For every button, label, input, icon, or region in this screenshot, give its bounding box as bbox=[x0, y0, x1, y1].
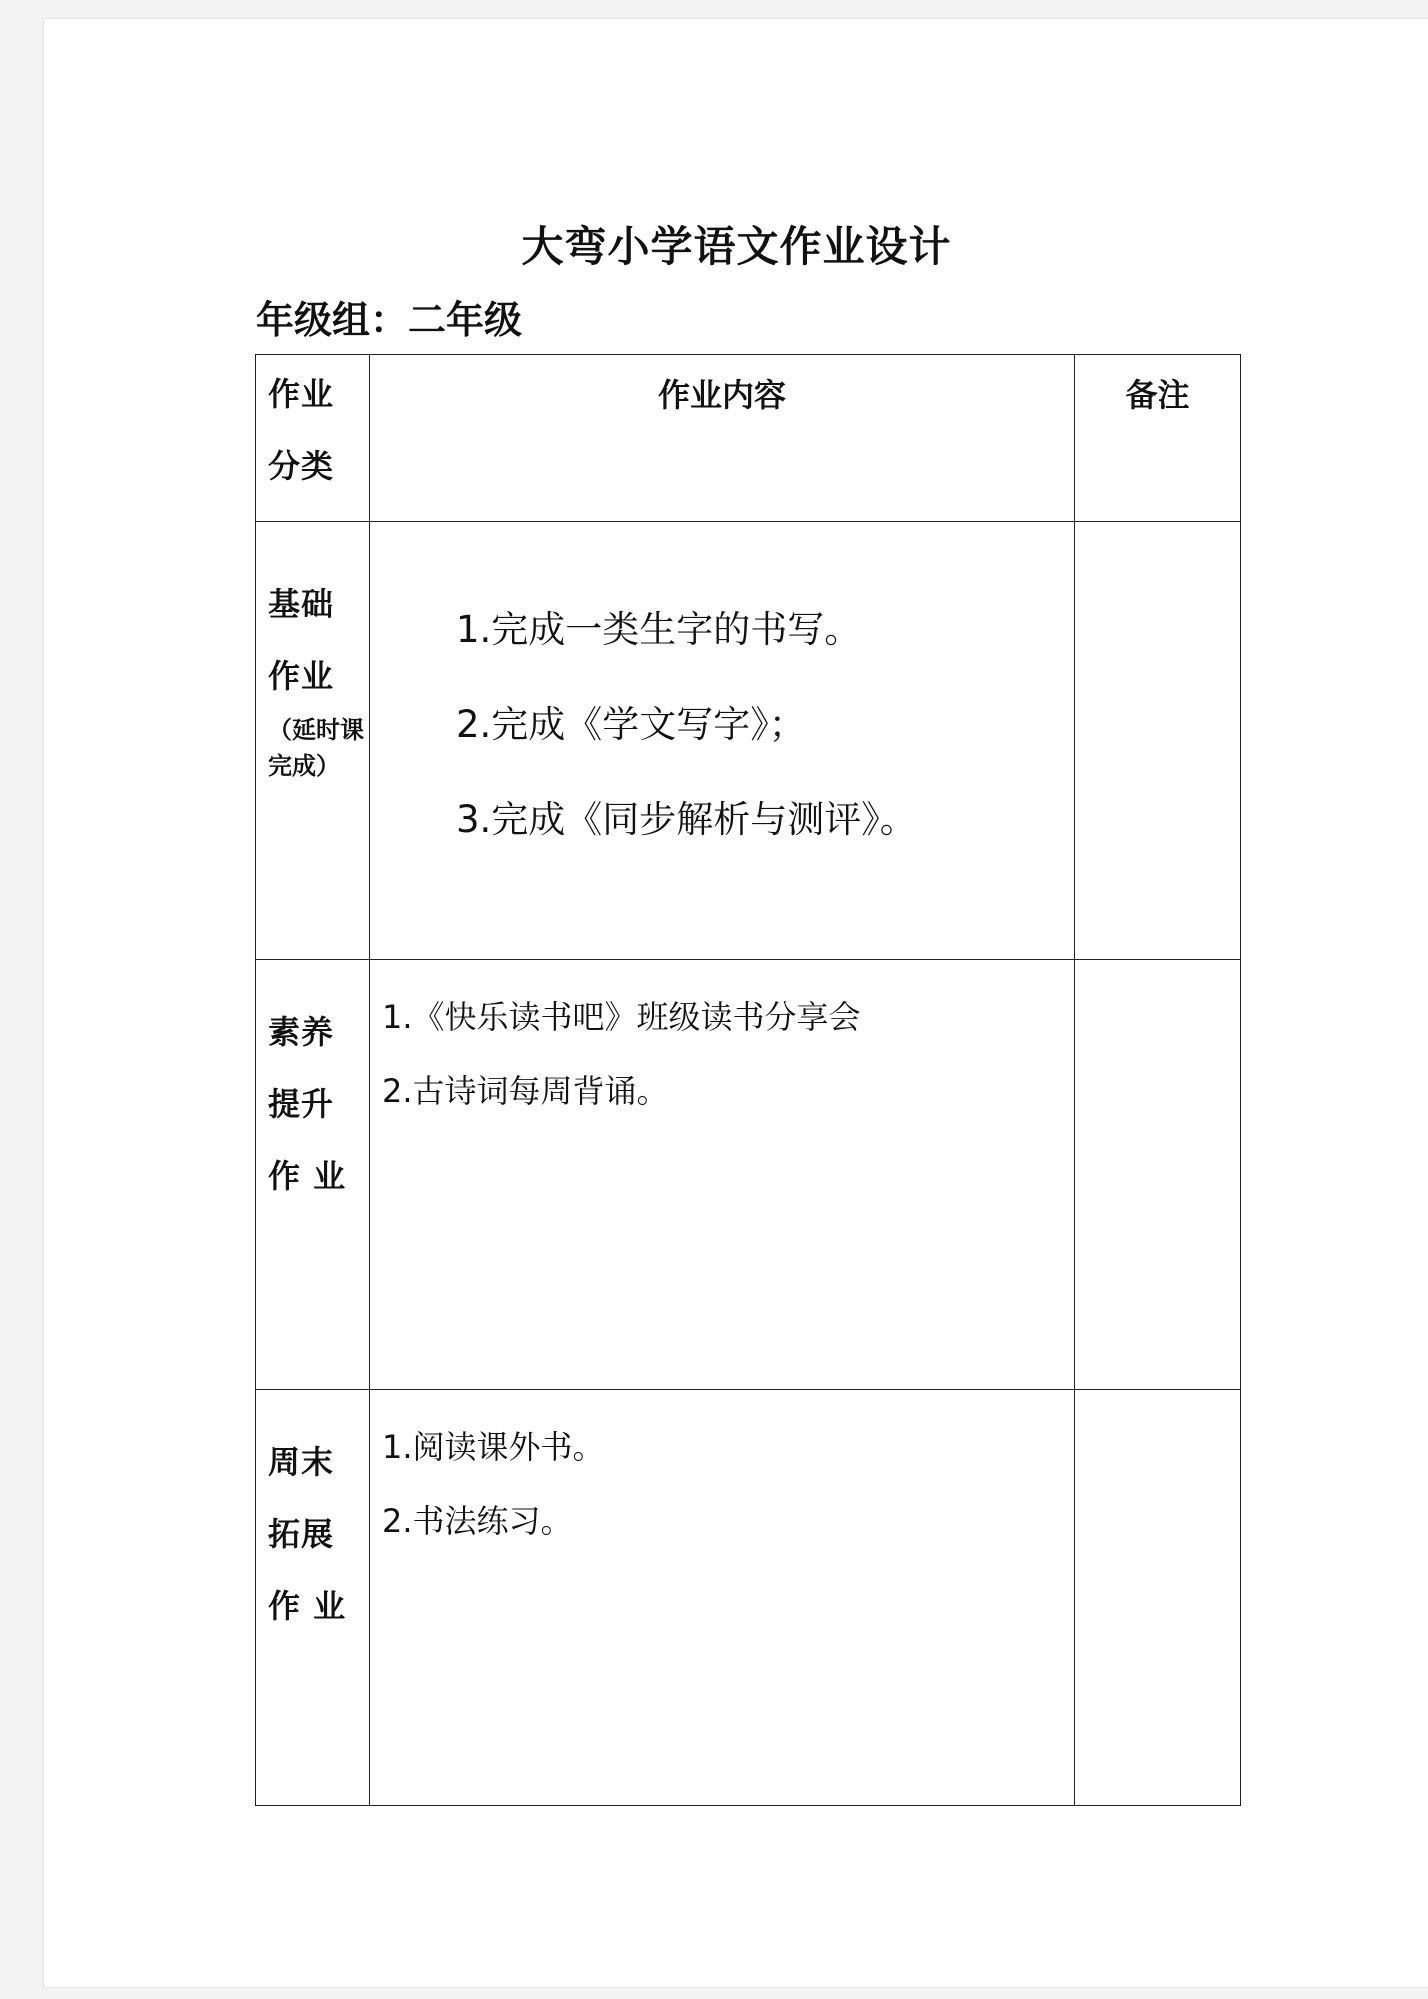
category-line: 素养 bbox=[268, 1013, 335, 1051]
document-page bbox=[43, 18, 1428, 1988]
homework-table bbox=[255, 354, 1241, 1806]
table-row-literacy bbox=[256, 960, 1241, 1390]
content-cell bbox=[370, 522, 1075, 960]
category-cell bbox=[256, 960, 370, 1390]
header-content-cell bbox=[370, 355, 1075, 522]
category-line: 周末 bbox=[268, 1443, 335, 1481]
header-remarks-label: 备注 bbox=[1125, 376, 1190, 414]
list-item: 3.完成《同步解析与测评》。 bbox=[456, 798, 917, 841]
header-content-label: 作业内容 bbox=[657, 376, 786, 414]
table-row-basic bbox=[256, 522, 1241, 960]
list-item: 2.古诗词每周背诵。 bbox=[382, 1072, 669, 1110]
category-line: 作 业 bbox=[268, 1587, 347, 1625]
category-cell bbox=[256, 522, 370, 960]
document-title: 大弯小学语文作业设计 bbox=[521, 222, 952, 271]
list-item: 2.书法练习。 bbox=[382, 1502, 573, 1540]
header-category-cell bbox=[256, 355, 370, 522]
remarks-cell bbox=[1075, 960, 1241, 1390]
content-cell bbox=[370, 1390, 1075, 1806]
remarks-cell bbox=[1075, 522, 1241, 960]
category-line: 拓展 bbox=[268, 1515, 335, 1553]
list-item: 2.完成《学文写字》； bbox=[456, 703, 806, 746]
remarks-cell bbox=[1075, 1390, 1241, 1806]
category-line: 作 业 bbox=[268, 1157, 347, 1195]
list-item: 1.完成一类生字的书写。 bbox=[456, 608, 862, 651]
category-line: 作业 bbox=[268, 657, 335, 695]
content-cell bbox=[370, 960, 1075, 1390]
list-item: 1.阅读课外书。 bbox=[382, 1428, 605, 1466]
header-remarks-cell bbox=[1075, 355, 1241, 522]
grade-group-label: 年级组：二年级 bbox=[256, 298, 523, 342]
table-header-row bbox=[256, 355, 1241, 522]
category-cell bbox=[256, 1390, 370, 1806]
list-item: 1.《快乐读书吧》班级读书分享会 bbox=[382, 998, 861, 1036]
header-category-line: 分类 bbox=[268, 447, 335, 485]
category-note: （延时课完成） bbox=[268, 716, 364, 780]
category-line: 基础 bbox=[268, 585, 335, 623]
header-category-line: 作业 bbox=[268, 375, 335, 413]
table-row-weekend bbox=[256, 1390, 1241, 1806]
category-line: 提升 bbox=[268, 1085, 335, 1123]
